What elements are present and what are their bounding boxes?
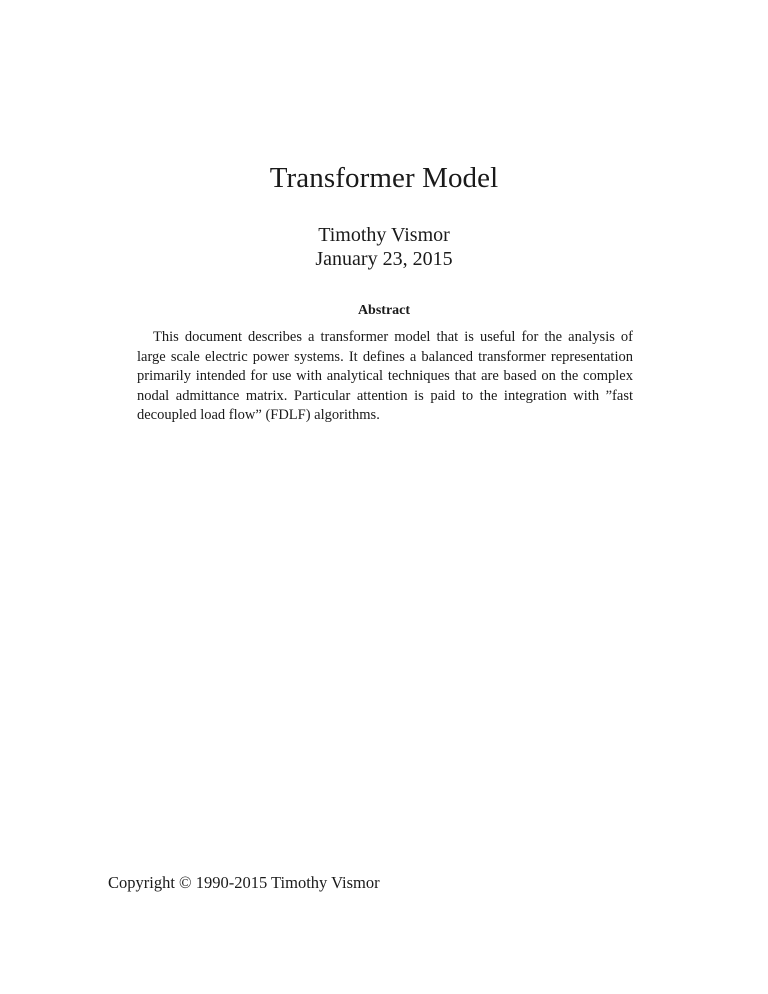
abstract-heading: Abstract xyxy=(357,303,411,318)
publication-date: January 23, 2015 xyxy=(315,248,453,270)
author-name: Timothy Vismor xyxy=(318,224,450,246)
document-title: Transformer Model xyxy=(269,162,499,194)
copyright-notice: Copyright © 1990-2015 Timothy Vismor xyxy=(108,873,380,892)
abstract-body: This document describes a transformer model that is useful for the analysis of large scale electric power systems. It defines a balanced transformer representation primarily intended for use with analytical techniques that are based on the complex nodal admittance matrix. Particular attention is paid to the integration with ”fast decoupled load flow” (FDLF) algorithms. xyxy=(137,329,633,424)
